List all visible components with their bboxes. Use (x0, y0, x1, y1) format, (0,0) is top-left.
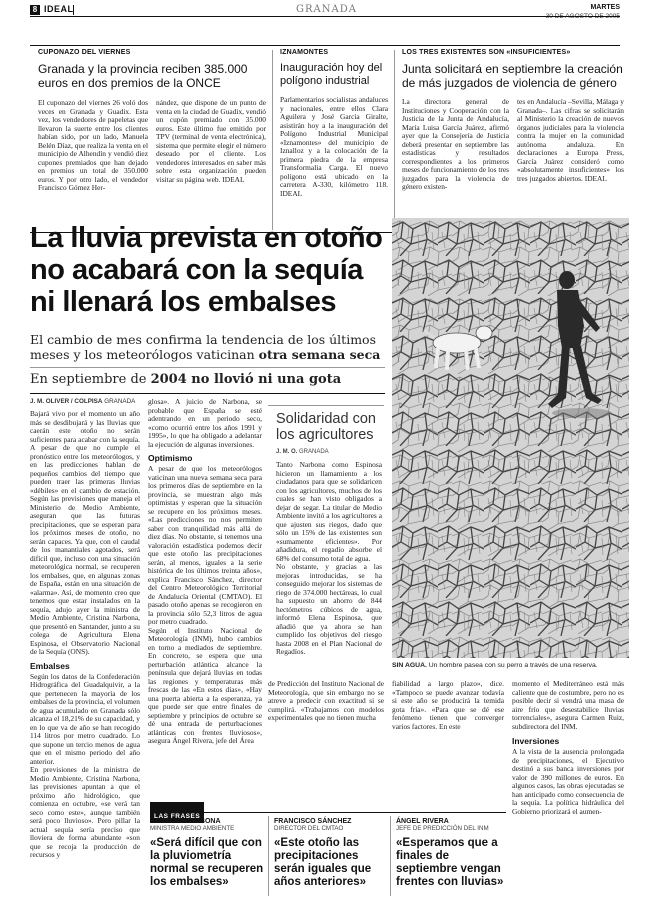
phrase-name: ÁNGEL RIVERA (396, 818, 449, 825)
kicker-line (30, 372, 390, 387)
byline-place: GRANADA (104, 398, 136, 405)
kicker-rule (30, 393, 385, 394)
caption-text: Un hombre pasea con su perro a través de una reserva. (426, 662, 598, 669)
sidebar-text: Tanto Narbona como Espinosa hicieron un llamamiento a los ciudadanos para que se solidaricen con los agricultores, muchos de los cuales se han visto obligados a dejar de segar. La titular de Medio Ambiente invitó a los agricultores a que ajusten sus riegos, dado que sólo un 15% de las existentes son «sumamente eficientes». Por añadidura, el regadío absorbe el 68% del consumo total de agua. No obstante, y gracias a las mejoras introducidas, se ha conseguido mejorar los sistemas de riego de 374.000 hectáreas, lo cual ha supuesto un ahorro de 844 hectómetros cúbicos de agua, informó Elena Espinosa, que añadió que ya ahora se han cumplido los objetivos del riesgo hasta 2008 en el Plan Nacional de Regadíos. (276, 460, 382, 656)
brief-cuponazo (30, 46, 270, 221)
brief-headline: Granada y la provincia reciben 385.000 euros en dos premios de la ONCE (38, 62, 248, 90)
phrase-role: DIRECTOR DEL CMTAO (274, 825, 344, 832)
subheadline-emphasis: otra semana seca (258, 347, 381, 362)
subheadline-text: El cambio de mes confirma la tendencia de los últimos meses y los meteorólogos vaticinan (30, 332, 376, 362)
brief-kicker: CUPONAZO DEL VIERNES (38, 49, 131, 56)
section-name: GRANADA (296, 4, 357, 15)
phrase-role: JEFE DE PREDICCIÓN DEL INM (396, 825, 489, 832)
article-paragraph: Según los datos de la Confederación Hidrográfica del Guadalquivir, a la que pertenecen la mayoría de los embalses de la provincia, el volumen de agua acumulado en Granada sólo alcanza el 18,21% de su capacidad, y en lo que va de año se han recogido 114 litros por metro cuadrado. Lo que supone un tercio menos de agua que en el mismo periodo del año anterior. En previsiones de la ministra de Medio Ambiente, Cristina Narbona, las previsiones apuntan a que el próximo año hidrológico, que comienza en octubre, «se verá tan seco como este», aunque también será poco lluvioso». Pero pillar la actual sequía sería preciso que lloviera de forma abundante «son que se recoja la producción de recursos y (30, 671, 140, 859)
kicker-emphasis: 2004 no llovió ni una gota (150, 372, 342, 387)
cracked-earth-image (392, 218, 629, 658)
brief-juzgados (396, 46, 624, 224)
phrases-rule (150, 812, 506, 813)
brief-iznamontes (274, 46, 390, 216)
article-subhead: Inversiones (512, 736, 560, 746)
brief-col: tes en Andalucía –Sevilla, Málaga y Granada–. Las cifras se solicitarán al Ministerio la creación de nuevos órganos judiciales para la violencia contra la mujer en la comunidad autónoma andaluza. En declaraciones a Europa Press, García Juárez consideró como «absolutamente insuficientes» los tres juzgados abiertos. IDEAL (517, 97, 624, 183)
article-col-5 (512, 680, 624, 898)
column-divider (394, 50, 395, 230)
article-paragraph: A pesar de que los meteorólogos vaticinan una nueva semana seca para los primeros días de septiembre en la provincia, se muestran algo más optimistas y esperan que la situación se recupere en los próximos meses. «Las predicciones no nos permiten saber con tranquilidad más allá de diez días. No obstante, si tenemos una valoración estadística podemos decir que este otoño las precipitaciones serán, al menos, iguales a la serie histórica de los últimos treinta años», explica Francisco Sánchez, director del Centro Meteorológico Territorial de Andalucía Oriental (CMTAO). El pasado otoño apenas se recogieron en la provincia sólo 52,3 litros de agua por metro cuadrado. Según el Instituto Nacional de Meteorología (INM), hubo cambios en torno a mediados de septiembre. En concreto, se espera que una perturbación atlántica alcance la península que dejará lluvias en todas las regiones y temperaturas más frescas de las «En estos días», «Hay una puerta abierta a la esperanza, ya que puede ser que entre finales de septiembre y principios de octubre se dé una entrada de perturbaciones atlánticas con frentes lluviosos», asegura Ángel Rivera, jefe del Área (148, 464, 262, 745)
brand-divider (73, 5, 74, 15)
sidebar-top-rule (268, 405, 384, 406)
sidebar-byline-place: GRANADA (299, 449, 329, 455)
photo-caption (392, 662, 632, 669)
phrase-name: FRANCISCO SÁNCHEZ (274, 818, 352, 825)
page-number-box (30, 5, 40, 15)
byline-author: J. M. OLIVER / COLPISA (30, 398, 103, 405)
phrase-item (150, 818, 264, 889)
phrase-quote: «Será difícil que con la pluviometría normal se recuperen los embalses» (150, 837, 264, 888)
column-divider (390, 816, 391, 896)
article-subhead: Optimismo (148, 453, 193, 463)
phrase-quote: «Este otoño las precipitaciones serán iguales que años anteriores» (274, 837, 372, 888)
phrase-item (274, 818, 388, 889)
brief-col: Parlamentarios socialistas andaluces y nacionales, entre ellos Clara Aguilera y José García Giralte, asistirán hoy a la inauguración del Polígono Industrial Municipal «Iznamontes» del municipio de Iznalloz y a la colocación de la primera piedra de la empresa Transformalia Carga. El nuevo polígono está ubicado en la carretera A-330, kilómetro 118. IDEAL (280, 95, 388, 198)
caption-label: SIN AGUA. (392, 662, 427, 669)
article-paragraph: glosa». A juicio de Narbona, se probable que España se esté adentrando en un periodo seco, «como ocurrió entre los años 1991 y 1995», lo que ha obligado a adelantar la ejecución de algunas inversiones. (148, 397, 262, 449)
brand: IDEAL (44, 4, 74, 14)
main-headline (30, 222, 390, 318)
headline-line: ni llenará los embalses (30, 286, 337, 318)
header-rule (30, 16, 620, 17)
brief-kicker: LOS TRES EXISTENTES SON «INSUFICIENTES» (402, 49, 571, 56)
phrase-item (396, 818, 508, 889)
sidebar-box (268, 405, 384, 670)
phrases-label: LAS FRASES (154, 813, 201, 820)
phrase-quote: «Esperamos que a finales de septiembre vengan frentes con lluvias» (396, 837, 504, 888)
article-col-4: fiabilidad a largo plazo», dice. «Tampoco se puede avanzar todavía si este año se producirá la temida gota fría». «Para que se dé ese fenómeno tienen que converger varios factores. En este (392, 679, 504, 731)
article-subhead: Embalses (30, 660, 70, 671)
drought-photo (392, 218, 629, 658)
byline (30, 398, 135, 405)
weekday: MARTES (590, 4, 620, 11)
article-paragraph: Bajará vivo por el momento un año más se desdibujará y las lluvias que caerán este otoño no serán suficientes para acabar con la sequía. A pesar de que no cumple el pronóstico entre los meteorólogos, y en las predicciones hablan de pequeños cambios del tiempo que pueden traer las primeras lluvias «débiles» en el cambio de estación. Según las previsiones que maneja el Ministerio de Medio Ambiente, aseguran que las futuras precipitaciones, que se esperan para los próximos meses de otoño, no serán capaces. Ya que, con el caudal de los manantiales agotados, será difícil que, incluso con una situación meteorológica normal, se recuperen los embalses, que, en algunas zonas de España, están en una situación de «alarma». Así, de momento creo que tenemos que estar instalados en la sequía, adujo ayer la ministra de Medio Ambiente, Cristina Narbona, que presentó en Santander, junto a su colega de Agricultura Elena Espinosa, el Observatorio Nacional de la Sequía (ONS). (30, 409, 140, 656)
brief-kicker: IZNAMONTES (280, 49, 329, 56)
sidebar-byline-author: J. M. O. (276, 449, 298, 455)
sidebar-title: Solidaridad con los agricultores (276, 411, 376, 443)
subhead-rule (30, 367, 385, 368)
article-col-3: de Predicción del Instituto Nacional de Meteorología, que sin embargo no se atreve a predecir con exactitud si se cumplirá. «Trabajamos con modelos experimentales que no tienen mucha (268, 679, 384, 722)
column-divider (272, 50, 273, 230)
brief-headline: Inauguración hoy del polígono industrial (280, 62, 383, 87)
headline-line: no acabará con la sequía (30, 254, 363, 286)
brief-col: El cuponazo del viernes 26 voló dos veces en Granada y Guadix. Esta vez, los vendedores de papeletas que llevaron la suerte entre los clientes habían sido, por un lado, Manuela Belén Díaz, que realiza la venta en el municipio de Alhendín y vendió diez cupones premiados que han dejado en premios un total de 350.000 euros. Y por otro lado, el vendedor Francisco Gómez Her- (38, 98, 148, 192)
page-number: 8 (32, 5, 38, 14)
kicker-text: En septiembre de (30, 372, 151, 387)
phrase-name: CRISTINA NARBONA (150, 818, 221, 825)
article-col-1 (30, 409, 140, 859)
article-paragraph: A la vista de la ausencia prolongada de precipitaciones, el Ejecutivo destinó a sus banca inversiones por valor de 390 millones de euros. En algunos casos, las obras ejecutadas se han anticipado como consecuencia de la sequía. La política hidráulica del Gobierno priorizará el aumen- (512, 747, 624, 816)
brief-col: nández, que dispone de un punto de venta en la ciudad de Guadix, vendió un cupón premiado con 35.000 euros. Este último fue emitido por TPV (terminal de venta electrónica), sistema que permite elegir el número deseado por el cliente. Los vendedores interesados en saber más sobre esta organización pueden visitar su página web. IDEAL (156, 98, 266, 184)
subheadline (30, 332, 390, 362)
headline-line: La lluvia prevista en otoño (30, 222, 383, 254)
brief-col: La directora general de Instituciones y Cooperación con la Justicia de la Junta de Andalucía, María Luisa García Juárez, afirmó ayer que la Consejería de Justicia deberá presentar en septiembre las estadísticas y resultados correspondientes a los primeros meses de funcionamiento de los tres juzgados para la violencia de género existen- (402, 97, 509, 191)
article-col-2 (148, 398, 262, 798)
phrase-role: MINISTRA MEDIO AMBIENTE (150, 825, 235, 832)
sidebar-byline (276, 449, 384, 455)
brief-headline: Junta solicitará en septiembre la creación de más juzgados de violencia de género (402, 62, 623, 90)
column-divider (268, 816, 269, 896)
article-paragraph: momento el Mediterráneo está más caliente que de costumbre, pero no es posible decir si vendrá una masa de aire frío que desestabilice lluvias torrenciales», asegura Carmen Ruiz, subdirectora del INM. (512, 679, 624, 731)
